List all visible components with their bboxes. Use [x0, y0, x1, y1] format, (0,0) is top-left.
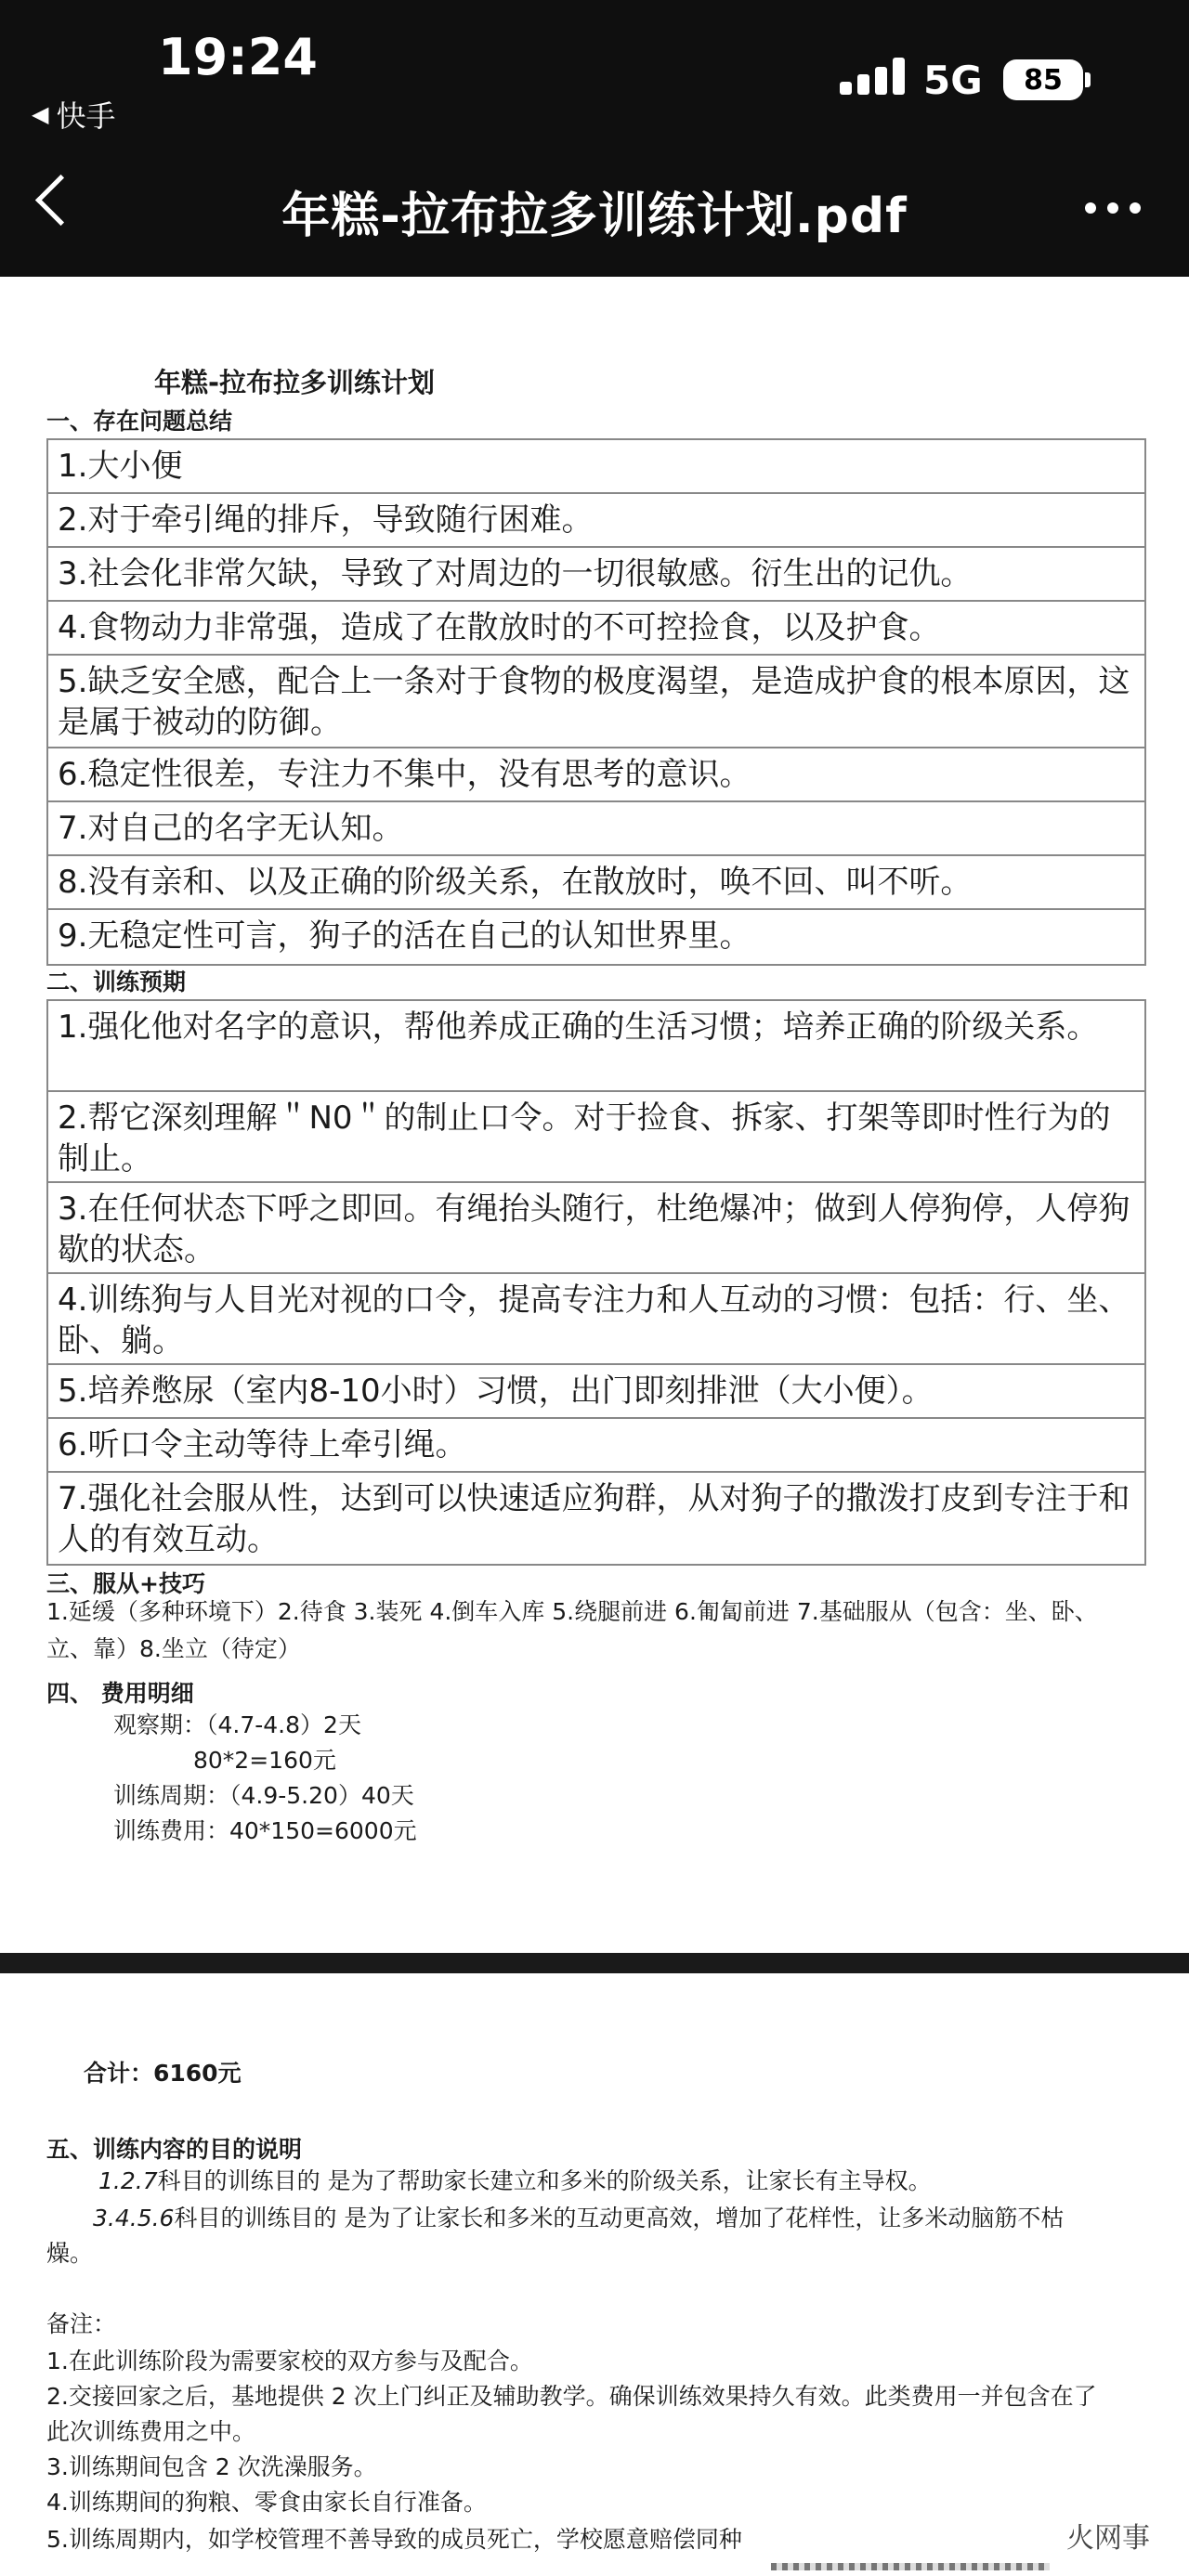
table-row: 5.培养憋尿（室内8-10小时）习惯，出门即刻排泄（大小便）。 [48, 1365, 1144, 1419]
table-row: 7.强化社会服从性，达到可以快速适应狗群，从对狗子的撒泼打皮到专注于和人的有效互动。 [58, 1480, 1130, 1558]
fee-observation: 观察期：（4.7-4.8）2天 [113, 1711, 361, 1738]
purpose-1-number: 1.2.7 [98, 2167, 158, 2194]
skills-line-2: 立、靠）8.坐立（待定） [46, 1635, 301, 1662]
table-row: 1.强化他对名字的意识，帮他养成正确的生活习惯；培养正确的阶级关系。 [48, 1001, 1144, 1092]
table-row: 6.稳定性很差，专注力不集中，没有思考的意识。 [48, 748, 1144, 802]
back-app-label: 快手 [56, 98, 116, 134]
purpose-1-text: 科目的训练目的 是为了帮助家长建立和多米的阶级关系，让家长有主导权。 [157, 2167, 932, 2194]
network-type: 5G [923, 58, 983, 103]
table-row: 2.对于牵引绳的排斥，导致随行困难。 [48, 494, 1144, 548]
section-heading-skills: 三、服从+技巧 [46, 1570, 205, 1597]
purpose-line-2 [93, 2200, 1064, 2237]
section-heading-fees: 四、 费用明细 [46, 1680, 194, 1707]
table-row: 3.在任何状态下呼之即回。有绳抬头随行，杜绝爆冲；做到人停狗停，人停狗歇的状态。 [48, 1183, 1144, 1274]
table-row: 4.训练狗与人目光对视的口令，提高专注力和人互动的习惯：包括：行、坐、卧、躺。 [48, 1274, 1144, 1365]
battery-icon: 85 [1003, 59, 1083, 100]
note-item: 5.训练周期内，如学校管理不善导致的成员死亡，学校愿意赔偿同种 [46, 2526, 742, 2553]
note-item: 3.训练期间包含 2 次洗澡服务。 [46, 2453, 377, 2480]
section-heading-expectations: 二、训练预期 [46, 969, 187, 995]
note-item: 此次训练费用之中。 [46, 2418, 256, 2445]
pdf-page-2 [0, 1973, 1189, 2576]
note-item: 1.在此训练阶段为需要家校的双方参与及配合。 [46, 2348, 533, 2374]
purpose-2-text: 科目的训练目的 是为了让家长和多米的互动更高效，增加了花样性，让多米动脑筋不枯 [174, 2205, 1065, 2231]
table-row: 8.没有亲和、以及正确的阶级关系，在散放时，唤不回、叫不听。 [48, 856, 1144, 910]
watermark: 火网事 [1066, 2522, 1150, 2555]
table-row: 4.食物动力非常强，造成了在散放时的不可控捡食，以及护食。 [48, 602, 1144, 656]
battery-tip [1085, 72, 1091, 87]
expectations-table [46, 999, 1146, 1566]
fee-training-period: 训练周期：（4.9-5.20）40天 [113, 1782, 414, 1809]
document-title: 年糕-拉布拉多训练计划.pdf [281, 189, 908, 244]
problems-table [46, 438, 1146, 966]
purpose-2-number: 3.4.5.6 [93, 2205, 175, 2231]
pdf-page-1 [0, 277, 1189, 1953]
skills-line-1: 1.延缓（多种环境下）2.待食 3.装死 4.倒车入库 5.绕腿前进 6.匍匐前进 7.基础服从（包含：坐、卧、 [46, 1598, 1098, 1625]
section-heading-problems: 一、存在问题总结 [46, 408, 233, 435]
back-to-app-link[interactable] [32, 93, 115, 136]
page-separator [0, 1953, 1189, 1973]
status-time: 19:24 [158, 28, 318, 86]
table-row: 3.社会化非常欠缺，导致了对周边的一切很敏感。衍生出的记仇。 [48, 548, 1144, 602]
fee-training-cost: 训练费用：40*150=6000元 [113, 1817, 417, 1844]
note-item: 4.训练期间的狗粮、零食由家长自行准备。 [46, 2489, 487, 2516]
fee-observation-calc: 80*2=160元 [193, 1747, 336, 1774]
purpose-line-2-cont: 燥。 [46, 2240, 94, 2267]
back-triangle-icon: ◀ [32, 101, 49, 127]
table-row: 6.听口令主动等待上牵引绳。 [48, 1419, 1144, 1473]
table-row: 1.大小便 [48, 440, 1144, 494]
purpose-line-1 [98, 2163, 932, 2200]
signal-icon [840, 58, 905, 95]
table-row: 5.缺乏安全感，配合上一条对于食物的极度渴望，是造成护食的根本原因，这是属于被动的防御。 [48, 656, 1144, 748]
more-options-icon[interactable] [1085, 202, 1141, 215]
table-row: 2.帮它深刻理解＂N0＂的制止口令。对于捡食、拆家、打架等即时性行为的制止。 [48, 1092, 1144, 1183]
app-header [0, 0, 1189, 277]
note-item: 2.交接回家之后，基地提供 2 次上门纠正及辅助教学。确保训练效果持久有效。此类费用一并包含在了 [46, 2383, 1097, 2410]
table-row: 7.对自己的名字无认知。 [48, 802, 1144, 856]
section-heading-purpose: 五、训练内容的目的说明 [46, 2136, 303, 2163]
pdf-heading: 年糕-拉布拉多训练计划 [154, 367, 436, 398]
fee-total: 合计：6160元 [84, 2060, 242, 2087]
notes-label: 备注： [46, 2310, 117, 2337]
scroll-indicator[interactable] [771, 2563, 1050, 2570]
table-row: 9.无稳定性可言，狗子的活在自己的认知世界里。 [58, 917, 751, 955]
